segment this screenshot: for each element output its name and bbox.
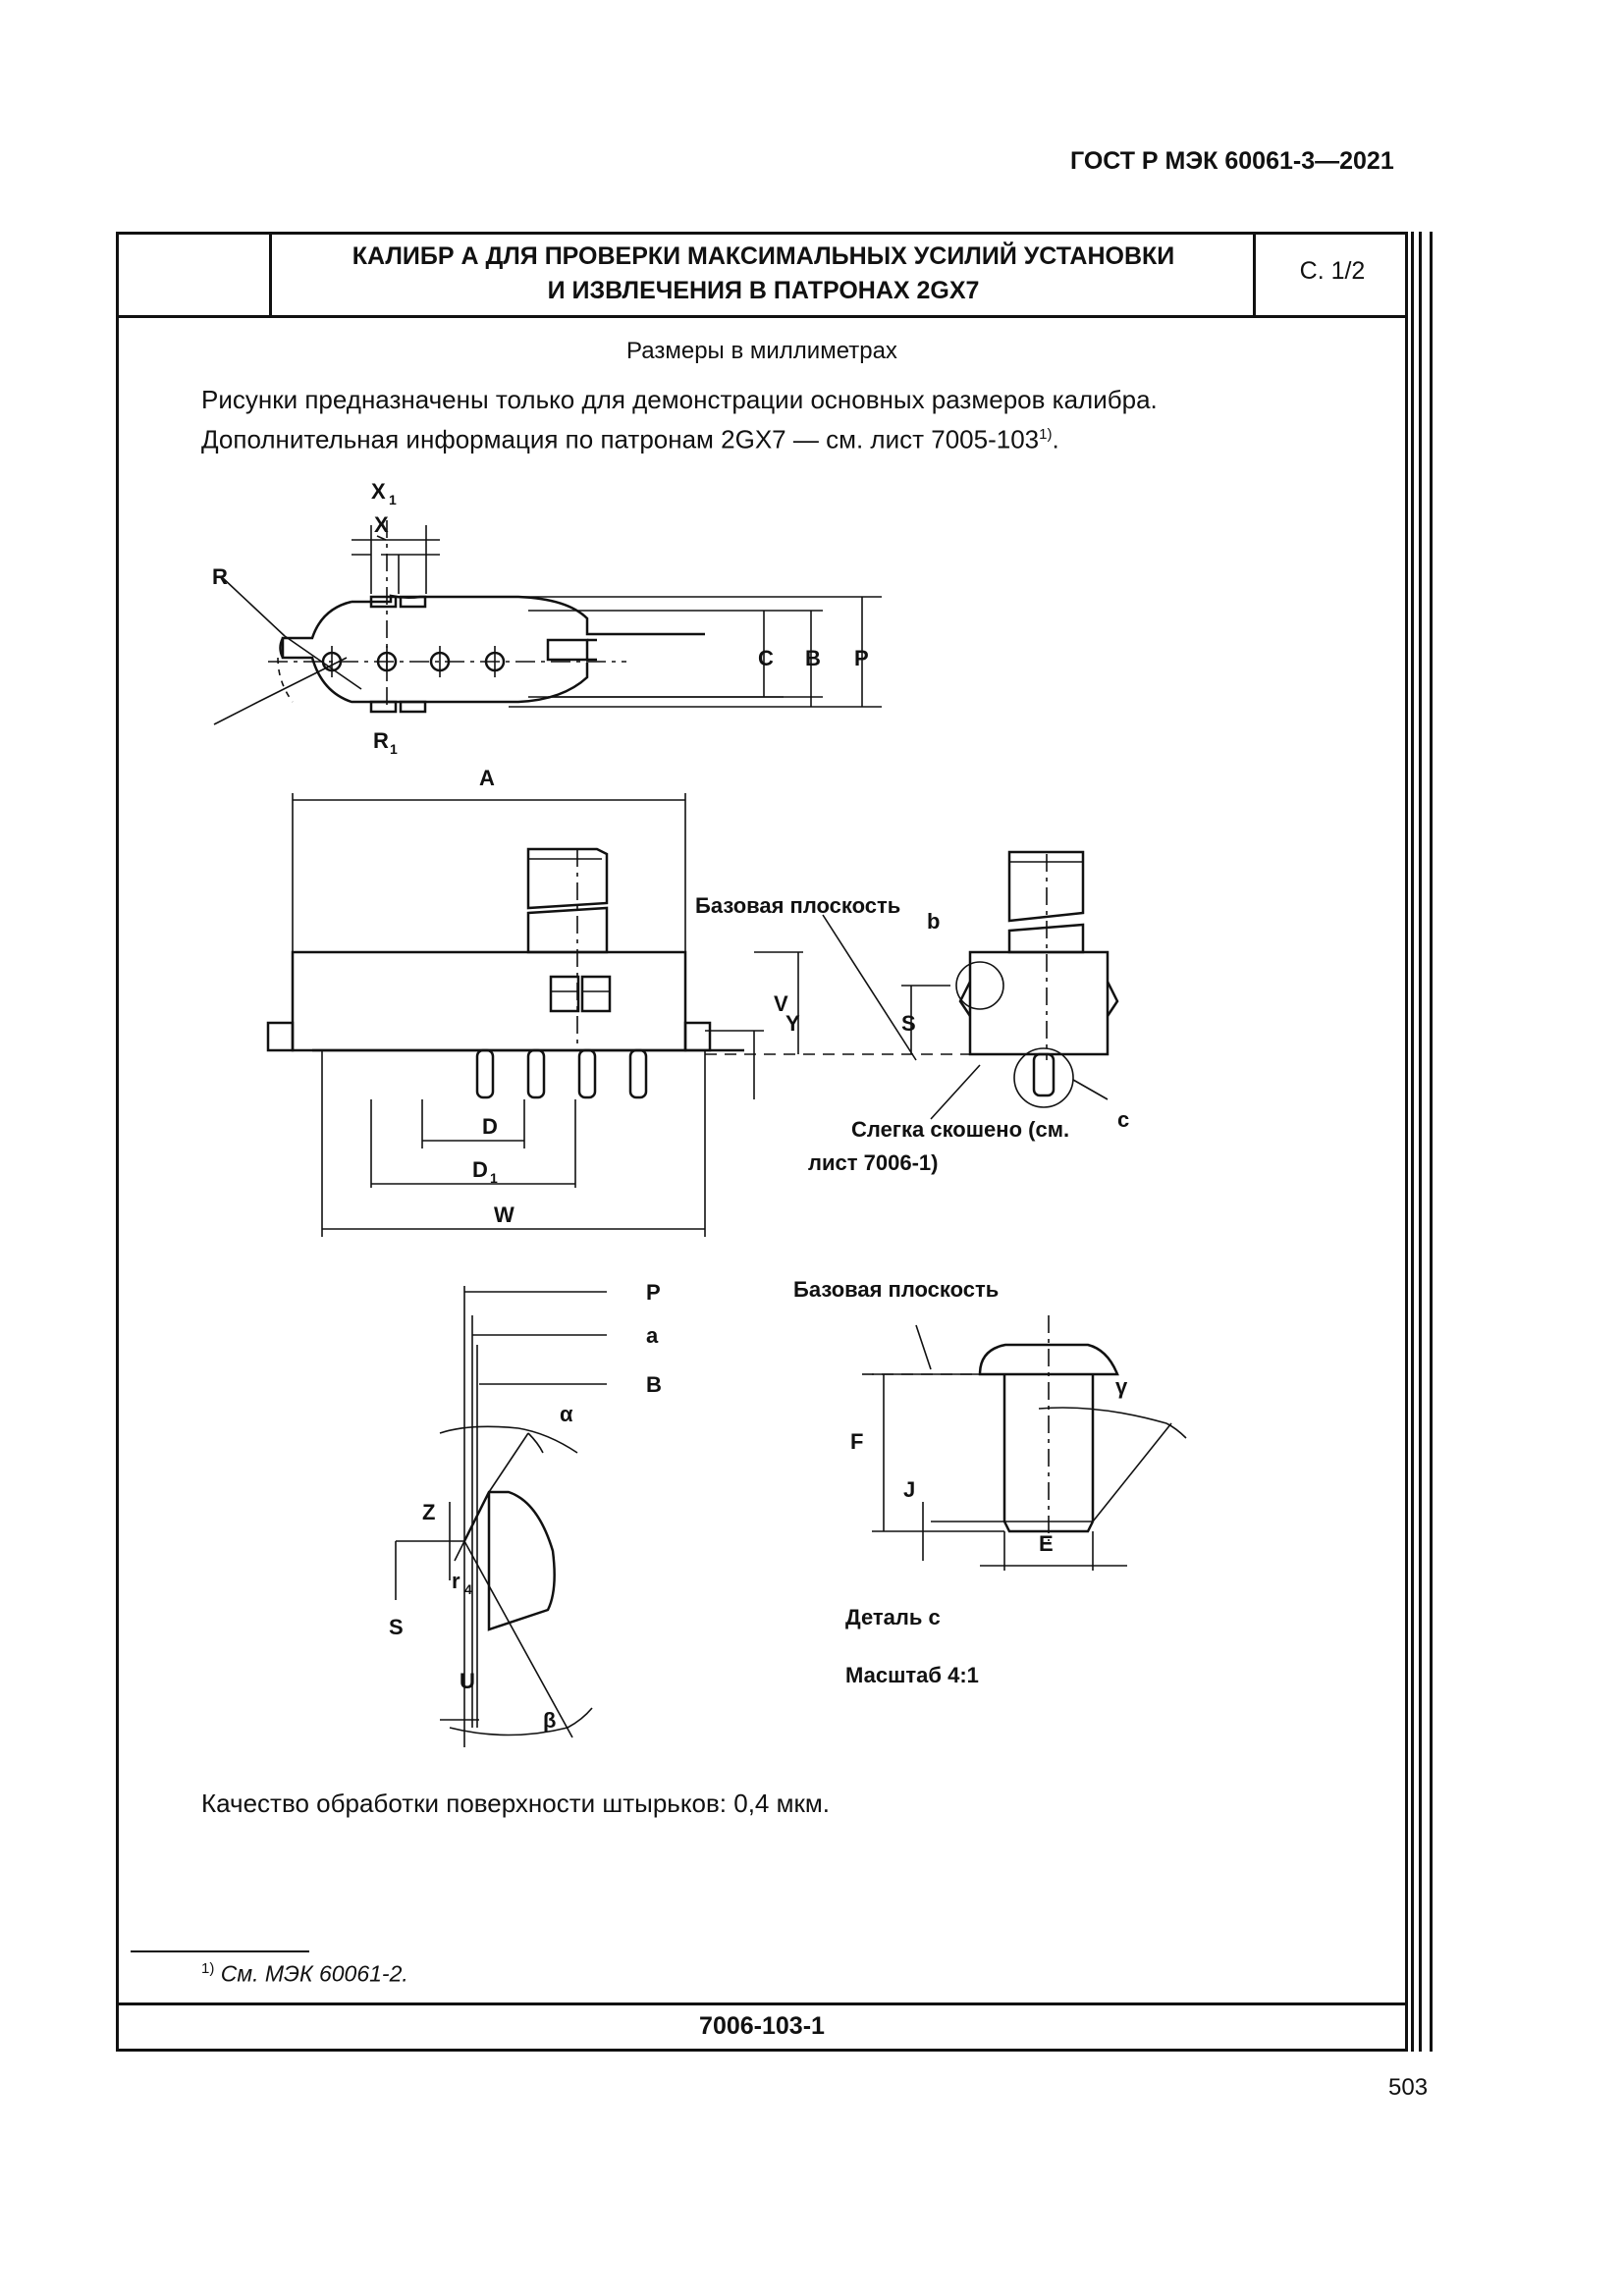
footnote-rule (131, 1950, 309, 1952)
top-view (214, 520, 882, 724)
frame-margin-line (1411, 232, 1414, 2052)
label-V: V (774, 991, 788, 1016)
footnote (201, 1960, 408, 1988)
standard-code: ГОСТ Р МЭК 60061-3—2021 (1070, 147, 1394, 175)
frame-double-line (1419, 232, 1433, 2052)
intro-line-1: Рисунки предназначены только для демонстрации основных размеров калибра. (201, 385, 1158, 414)
label-b: b (927, 909, 941, 934)
header-divider-left (269, 232, 272, 316)
label-a: a (646, 1323, 659, 1348)
label-B-detail: B (646, 1372, 662, 1397)
detail-c-scale: Масштаб 4:1 (845, 1663, 979, 1687)
technical-drawing (116, 461, 1196, 1767)
label-J: J (903, 1477, 916, 1502)
drawing-labels (212, 479, 1129, 1733)
label-Y: Y (785, 1011, 800, 1036)
label-A: A (479, 766, 495, 790)
label-X1-sub: 1 (389, 492, 397, 507)
footnote-text: См. МЭК 60061-2. (220, 1960, 408, 1987)
intro-text: Дополнительная информация по патронам 2GX7 — см. лист 7005-103 (201, 424, 1040, 454)
detail-c (862, 1315, 1186, 1571)
header-divider (116, 315, 1408, 318)
chamfer-note-line-2: лист 7006-1) (808, 1150, 939, 1175)
footnote-marker: 1) (201, 1960, 215, 1977)
label-X: X (374, 512, 389, 537)
detail-c-title: Деталь c (845, 1605, 941, 1629)
label-R1: R (373, 728, 389, 753)
label-S-detail: S (389, 1615, 404, 1639)
sheet-title (285, 240, 1242, 308)
footer-divider (116, 2002, 1408, 2005)
label-C: C (758, 646, 774, 670)
label-c: c (1117, 1107, 1130, 1132)
label-W: W (494, 1202, 514, 1227)
chamfer-note-line-1: Слегка скошено (см. (851, 1117, 1070, 1142)
page-number: 503 (1388, 2074, 1429, 2101)
label-Z: Z (422, 1500, 436, 1524)
label-E: E (1039, 1531, 1054, 1556)
label-X1: X (371, 479, 386, 504)
label-U: U (460, 1669, 475, 1693)
footnote-ref: 1) (1039, 426, 1053, 443)
title-line-1: КАЛИБР А ДЛЯ ПРОВЕРКИ МАКСИМАЛЬНЫХ УСИЛИЙ УСТАНОВКИ (352, 242, 1175, 270)
units-note: Размеры в миллиметрах (626, 338, 897, 364)
base-plane-label-1: Базовая плоскость (695, 893, 901, 918)
label-D1: D (472, 1157, 488, 1182)
title-line-2: И ИЗВЛЕЧЕНИЯ В ПАТРОНАХ 2GX7 (547, 277, 980, 304)
surface-quality-note: Качество обработки поверхности штырьков: 0,4 мкм. (201, 1789, 830, 1818)
label-F: F (850, 1429, 864, 1454)
label-S: S (901, 1011, 916, 1036)
label-P: P (854, 646, 869, 670)
side-view (901, 852, 1117, 1119)
sheet-number: С. 1/2 (1299, 257, 1366, 285)
label-beta: β (543, 1708, 557, 1733)
label-R: R (212, 564, 228, 589)
base-plane-label-2: Базовая плоскость (793, 1277, 1000, 1302)
label-P-detail: P (646, 1280, 661, 1305)
label-r4-sub: 4 (464, 1581, 472, 1597)
label-D: D (482, 1114, 498, 1139)
header-divider-right (1253, 232, 1256, 316)
sheet-code: 7006-103-1 (699, 2012, 825, 2040)
label-r4: r (452, 1569, 460, 1593)
label-D1-sub: 1 (490, 1170, 498, 1186)
intro-end: . (1052, 424, 1059, 454)
drawing-notes (695, 893, 1069, 1687)
label-gamma: γ (1115, 1374, 1128, 1399)
label-B: B (805, 646, 821, 670)
label-R1-sub: 1 (390, 741, 398, 757)
label-alpha: α (560, 1402, 573, 1426)
intro-line-2 (201, 417, 1059, 457)
